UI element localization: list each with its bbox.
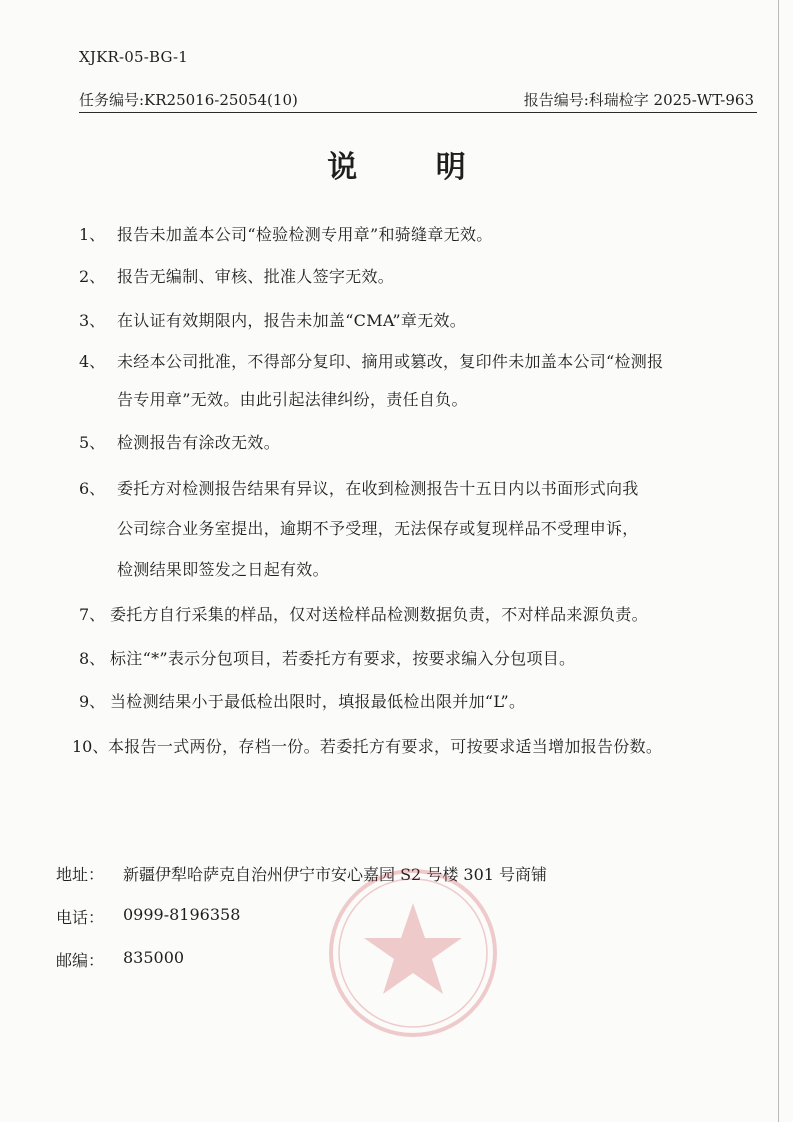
item-8-number: 8、 [79, 649, 106, 668]
postcode-label: 邮编： [56, 951, 105, 970]
address-value: 新疆伊犁哈萨克自治州伊宁市安心嘉园 S2 号楼 301 号商铺 [123, 865, 548, 884]
address-label: 地址： [56, 865, 105, 884]
item-9-text: 当检测结果小于最低检出限时，填报最低检出限并加“L”。 [110, 692, 526, 711]
item-3-text: 在认证有效期限内，报告未加盖“CMA”章无效。 [117, 311, 467, 330]
item-6-text-line-1: 委托方对检测报告结果有异议，在收到检测报告十五日内以书面形式向我 [117, 479, 639, 498]
item-9-number: 9、 [79, 692, 106, 711]
item-7-number: 7、 [79, 605, 106, 624]
item-6-text-line-2: 公司综合业务室提出，逾期不予受理，无法保存或复现样品不受理申诉， [117, 519, 639, 538]
item-8-text: 标注“*”表示分包项目，若委托方有要求，按要求编入分包项目。 [110, 649, 576, 668]
phone-label: 电话： [56, 908, 105, 927]
form-code: XJKR-05-BG-1 [79, 48, 188, 66]
header-divider [79, 112, 757, 113]
item-4-text-line-1: 未经本公司批准，不得部分复印、摘用或篡改，复印件未加盖本公司“检测报 [117, 352, 664, 371]
phone-value: 0999-8196358 [123, 905, 241, 924]
item-6-number: 6、 [79, 479, 106, 498]
item-2-number: 2、 [79, 267, 106, 286]
item-5-number: 5、 [79, 433, 106, 452]
item-3-number: 3、 [79, 311, 106, 330]
item-4-text-line-2: 告专用章”无效。由此引起法律纠纷，责任自负。 [117, 390, 468, 409]
item-6-text-line-3: 检测结果即签发之日起有效。 [117, 560, 329, 579]
report-number: 报告编号:科瑞检字 2025-WT-963 [523, 91, 754, 109]
item-10-text: 本报告一式两份，存档一份。若委托方有要求，可按要求适当增加报告份数。 [108, 737, 663, 756]
postcode-value: 835000 [123, 948, 185, 967]
item-10-number: 10、 [72, 737, 109, 756]
item-1-number: 1、 [79, 225, 106, 244]
item-2-text: 报告无编制、审核、批准人签字无效。 [117, 267, 395, 286]
item-5-text: 检测报告有涂改无效。 [117, 433, 281, 452]
company-seal-icon [318, 858, 508, 1038]
item-7-text: 委托方自行采集的样品，仅对送检样品检测数据负责，不对样品来源负责。 [110, 605, 648, 624]
page-title: 说 明 [327, 150, 500, 185]
item-4-number: 4、 [79, 352, 106, 371]
task-number: 任务编号:KR25016-25054(10) [79, 91, 298, 109]
item-1-text: 报告未加盖本公司“检验检测专用章”和骑缝章无效。 [117, 225, 493, 244]
